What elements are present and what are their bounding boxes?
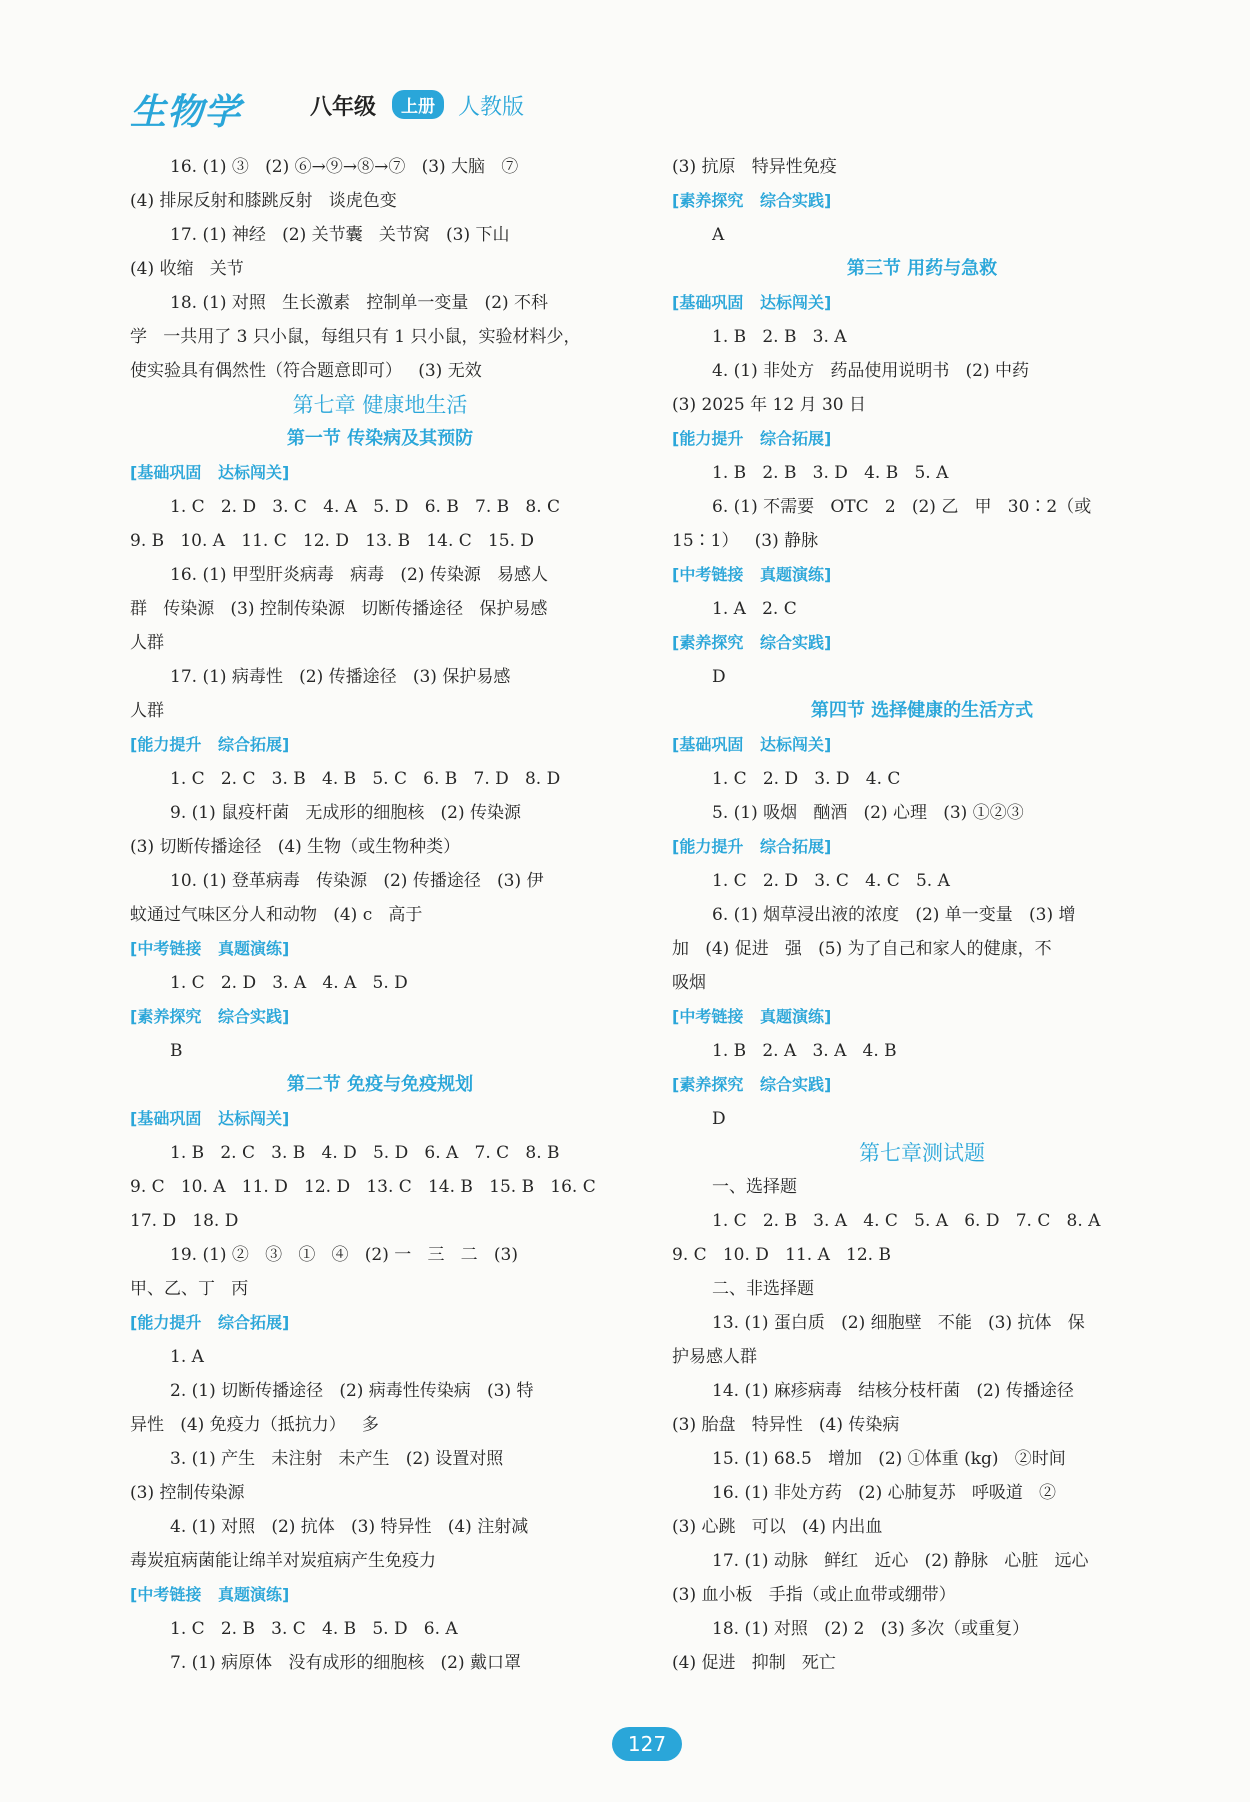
answer-line: 7. (1) 病原体 没有成形的细胞核 (2) 戴口罩 bbox=[170, 1653, 522, 1673]
answer-line: 18. (1) 对照 (2) 2 (3) 多次（或重复） bbox=[712, 1619, 1030, 1639]
answer-line: 9. B 10. A 11. C 12. D 13. B 14. C 15. D bbox=[130, 531, 535, 551]
answer-line: 异性 (4) 免疫力（抵抗力） 多 bbox=[130, 1415, 379, 1435]
subject-logo: 生物学 bbox=[130, 92, 242, 133]
answer-line: (3) 2025 年 12 月 30 日 bbox=[672, 395, 867, 415]
answer-line: 9. C 10. A 11. D 12. D 13. C 14. B 15. B 16. C bbox=[130, 1177, 596, 1197]
section-title: 第二节 免疫与免疫规划 bbox=[286, 1074, 474, 1095]
answer-line: 2. (1) 切断传播途径 (2) 病毒性传染病 (3) 特 bbox=[170, 1381, 534, 1401]
page-number: 127 bbox=[612, 1727, 682, 1761]
section-tag: [素养探究 综合实践] bbox=[672, 1075, 832, 1094]
answer-line: 18. (1) 对照 生长激素 控制单一变量 (2) 不科 bbox=[170, 293, 549, 313]
section-title: 第三节 用药与急救 bbox=[846, 258, 998, 279]
section-title: 第一节 传染病及其预防 bbox=[286, 428, 474, 449]
answer-line: 1. C 2. D 3. C 4. C 5. A bbox=[712, 871, 950, 891]
section-tag: [基础巩固 达标闯关] bbox=[130, 1109, 290, 1128]
answer-line: B bbox=[170, 1041, 183, 1061]
answer-line: (3) 控制传染源 bbox=[130, 1483, 245, 1503]
section-tag: [基础巩固 达标闯关] bbox=[672, 293, 832, 312]
answer-line: 17. D 18. D bbox=[130, 1211, 239, 1231]
section-tag: [中考链接 真题演练] bbox=[130, 1585, 290, 1604]
answer-line: 1. C 2. C 3. B 4. B 5. C 6. B 7. D 8. D bbox=[170, 769, 561, 789]
answer-line: 1. C 2. D 3. D 4. C bbox=[712, 769, 901, 789]
answer-line: 17. (1) 动脉 鲜红 近心 (2) 静脉 心脏 远心 bbox=[712, 1551, 1089, 1571]
section-tag: [素养探究 综合实践] bbox=[672, 191, 832, 210]
answer-line: 15. (1) 68.5 增加 (2) ①体重 (kg) ②时间 bbox=[712, 1449, 1066, 1469]
answer-line: 一、选择题 bbox=[712, 1177, 797, 1197]
answer-line: 1. B 2. C 3. B 4. D 5. D 6. A 7. C 8. B bbox=[170, 1143, 560, 1163]
answer-line: 19. (1) ② ③ ① ④ (2) 一 三 二 (3) bbox=[170, 1245, 518, 1265]
answer-line: 护易感人群 bbox=[672, 1347, 757, 1367]
answer-line: 1. B 2. B 3. A bbox=[712, 327, 847, 347]
answer-line: 1. C 2. B 3. A 4. C 5. A 6. D 7. C 8. A bbox=[712, 1211, 1101, 1231]
volume-badge: 上册 bbox=[392, 90, 444, 119]
section-tag: [中考链接 真题演练] bbox=[130, 939, 290, 958]
answer-line: 16. (1) 非处方药 (2) 心肺复苏 呼吸道 ② bbox=[712, 1483, 1057, 1503]
answer-line: 1. C 2. D 3. C 4. A 5. D 6. B 7. B 8. C bbox=[170, 497, 561, 517]
answer-line: 13. (1) 蛋白质 (2) 细胞壁 不能 (3) 抗体 保 bbox=[712, 1313, 1085, 1333]
publisher-label: 人教版 bbox=[458, 95, 525, 120]
section-tag: [能力提升 综合拓展] bbox=[130, 735, 290, 754]
answer-line: 4. (1) 非处方 药品使用说明书 (2) 中药 bbox=[712, 361, 1030, 381]
answer-line: 1. A 2. C bbox=[712, 599, 797, 619]
chapter-title: 第七章 健康地生活 bbox=[292, 393, 468, 417]
answer-line: 二、非选择题 bbox=[712, 1279, 814, 1299]
answer-line: (3) 胎盘 特异性 (4) 传染病 bbox=[672, 1415, 900, 1435]
right-answer-column bbox=[672, 150, 1172, 1680]
answer-line: 6. (1) 烟草浸出液的浓度 (2) 单一变量 (3) 增 bbox=[712, 905, 1076, 925]
section-tag: [能力提升 综合拓展] bbox=[672, 429, 832, 448]
chapter-title: 第七章测试题 bbox=[859, 1141, 985, 1165]
answer-line: 1. B 2. B 3. D 4. B 5. A bbox=[712, 463, 949, 483]
answer-line: 人群 bbox=[130, 701, 164, 721]
answer-line: A bbox=[712, 225, 725, 245]
answer-line: 加 (4) 促进 强 (5) 为了自己和家人的健康，不 bbox=[672, 939, 1052, 959]
answer-line: 15∶1） (3) 静脉 bbox=[672, 531, 819, 551]
section-tag: [中考链接 真题演练] bbox=[672, 1007, 832, 1026]
answer-line: 1. A bbox=[170, 1347, 204, 1367]
section-title: 第四节 选择健康的生活方式 bbox=[810, 700, 1034, 721]
answer-line: (4) 收缩 关节 bbox=[130, 259, 244, 279]
answer-line: 14. (1) 麻疹病毒 结核分枝杆菌 (2) 传播途径 bbox=[712, 1381, 1074, 1401]
section-tag: [基础巩固 达标闯关] bbox=[672, 735, 832, 754]
answer-line: 10. (1) 登革病毒 传染源 (2) 传播途径 (3) 伊 bbox=[170, 871, 544, 891]
answer-line: 甲、乙、丁 丙 bbox=[130, 1279, 249, 1299]
section-tag: [基础巩固 达标闯关] bbox=[130, 463, 290, 482]
answer-line: D bbox=[712, 667, 726, 687]
answer-line: 1. B 2. A 3. A 4. B bbox=[712, 1041, 897, 1061]
answer-line: 17. (1) 病毒性 (2) 传播途径 (3) 保护易感 bbox=[170, 667, 511, 687]
answer-line: 16. (1) ③ (2) ⑥→⑨→⑧→⑦ (3) 大脑 ⑦ bbox=[170, 157, 519, 177]
answer-line: 学 一共用了 3 只小鼠，每组只有 1 只小鼠，实验材料少， bbox=[130, 327, 581, 347]
answer-line: 群 传染源 (3) 控制传染源 切断传播途径 保护易感 bbox=[130, 599, 548, 619]
answer-line: 使实验具有偶然性（符合题意即可） (3) 无效 bbox=[130, 361, 482, 381]
page-header bbox=[130, 80, 570, 133]
answer-line: 1. C 2. B 3. C 4. B 5. D 6. A bbox=[170, 1619, 458, 1639]
answer-line: (4) 排尿反射和膝跳反射 谈虎色变 bbox=[130, 191, 397, 211]
section-tag: [中考链接 真题演练] bbox=[672, 565, 832, 584]
answer-line: 4. (1) 对照 (2) 抗体 (3) 特异性 (4) 注射减 bbox=[170, 1517, 529, 1537]
answer-line: 16. (1) 甲型肝炎病毒 病毒 (2) 传染源 易感人 bbox=[170, 565, 549, 585]
section-tag: [能力提升 综合拓展] bbox=[130, 1313, 290, 1332]
answer-line: (4) 促进 抑制 死亡 bbox=[672, 1653, 836, 1673]
answer-line: D bbox=[712, 1109, 726, 1129]
section-tag: [素养探究 综合实践] bbox=[130, 1007, 290, 1026]
answer-line: 9. (1) 鼠疫杆菌 无成形的细胞核 (2) 传染源 bbox=[170, 803, 522, 823]
answer-line: 毒炭疽病菌能让绵羊对炭疽病产生免疫力 bbox=[130, 1551, 436, 1571]
answer-line: 6. (1) 不需要 OTC 2 (2) 乙 甲 30∶2（或 bbox=[712, 497, 1092, 517]
answer-line: (3) 抗原 特异性免疫 bbox=[672, 157, 837, 177]
answer-line: (3) 血小板 手指（或止血带或绷带） bbox=[672, 1585, 956, 1605]
answer-line: 吸烟 bbox=[672, 973, 706, 993]
answer-line: 1. C 2. D 3. A 4. A 5. D bbox=[170, 973, 408, 993]
answer-line: 9. C 10. D 11. A 12. B bbox=[672, 1245, 891, 1265]
answer-line: (3) 切断传播途径 (4) 生物（或生物种类） bbox=[130, 837, 461, 857]
section-tag: [素养探究 综合实践] bbox=[672, 633, 832, 652]
answer-line: 人群 bbox=[130, 633, 164, 653]
answer-line: 3. (1) 产生 未注射 未产生 (2) 设置对照 bbox=[170, 1449, 504, 1469]
grade-label: 八年级 bbox=[310, 95, 377, 120]
left-answer-column bbox=[130, 150, 630, 1680]
answer-line: (3) 心跳 可以 (4) 内出血 bbox=[672, 1517, 883, 1537]
section-tag: [能力提升 综合拓展] bbox=[672, 837, 832, 856]
answer-line: 蚊通过气味区分人和动物 (4) c 高于 bbox=[130, 905, 423, 925]
answer-line: 5. (1) 吸烟 酗酒 (2) 心理 (3) ①②③ bbox=[712, 803, 1024, 823]
answer-line: 17. (1) 神经 (2) 关节囊 关节窝 (3) 下山 bbox=[170, 225, 510, 245]
